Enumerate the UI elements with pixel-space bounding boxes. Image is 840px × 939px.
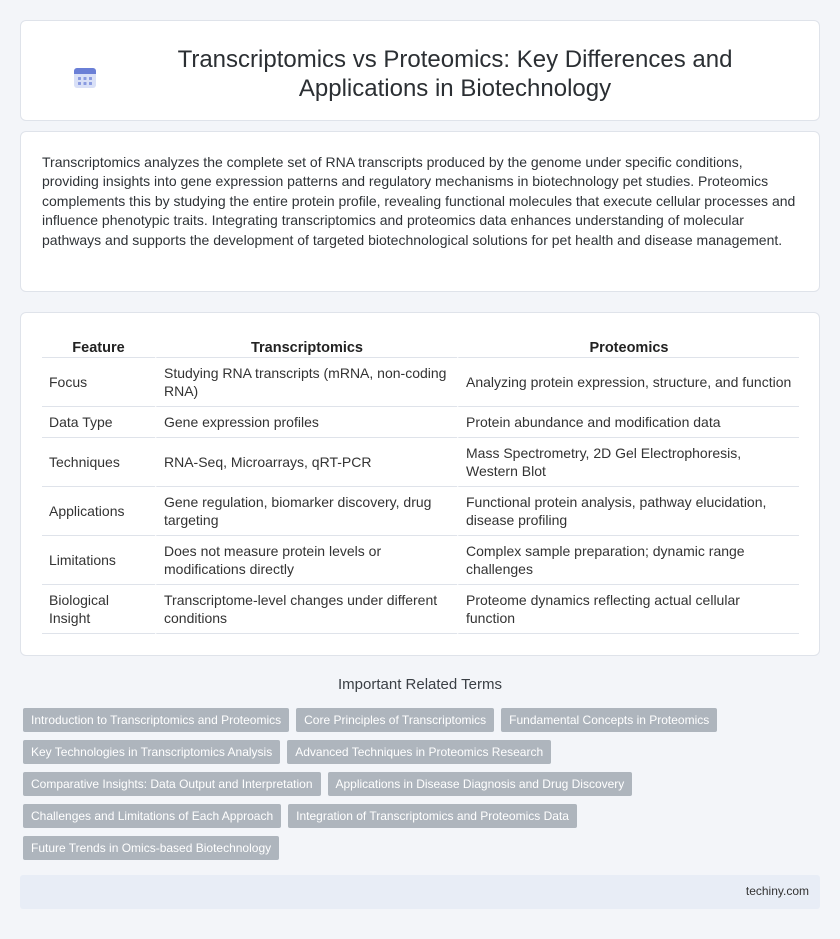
proteomics-cell: Protein abundance and modification data (457, 407, 799, 438)
proteomics-cell: Functional protein analysis, pathway elucidation, disease profiling (457, 487, 799, 536)
intro-card (20, 131, 820, 292)
transcriptomics-cell: Transcriptome-level changes under different conditions (155, 585, 457, 634)
feature-cell: Data Type (42, 407, 155, 438)
related-terms-heading: Important Related Terms (338, 676, 502, 693)
proteomics-cell: Analyzing protein expression, structure, and function (457, 358, 799, 407)
intro-paragraph: Transcriptomics analyzes the complete set of RNA transcripts produced by the genome under specific conditions, providing insights into gene expression patterns and regulatory mechanisms in biotechnology pet studies. Proteomics complements this by studying the entire protein profile, revealing functional molecules that execute cellular processes and influence phenotypic traits. Integrating transcriptomics and proteomics data enhances understanding of molecular pathways and supports the development of targeted biotechnological solutions for pet health and disease management. (42, 154, 796, 248)
table-row (42, 487, 799, 536)
transcriptomics-cell: Gene expression profiles (155, 407, 457, 438)
table-row (42, 358, 799, 407)
feature-cell: Applications (42, 487, 155, 536)
transcriptomics-cell: Gene regulation, biomarker discovery, drug targeting (155, 487, 457, 536)
feature-cell: Biological Insight (42, 585, 155, 634)
feature-cell: Limitations (42, 536, 155, 585)
related-term-tag[interactable]: Comparative Insights: Data Output and Interpretation (23, 772, 321, 796)
feature-cell: Focus (42, 358, 155, 407)
column-header-feature: Feature (42, 334, 155, 358)
tag-row (23, 836, 803, 860)
tag-row (23, 708, 803, 732)
page-title: Transcriptomics vs Proteomics: Key Differences and Applications in Biotechnology (177, 46, 733, 102)
feature-cell: Techniques (42, 438, 155, 487)
related-term-tag[interactable]: Introduction to Transcriptomics and Proteomics (23, 708, 289, 732)
proteomics-cell: Complex sample preparation; dynamic range challenges (457, 536, 799, 585)
related-term-tag[interactable]: Key Technologies in Transcriptomics Analysis (23, 740, 280, 764)
related-term-tag[interactable]: Future Trends in Omics-based Biotechnology (23, 836, 279, 860)
table-row (42, 585, 799, 634)
related-term-tag[interactable]: Advanced Techniques in Proteomics Research (287, 740, 551, 764)
proteomics-cell: Proteome dynamics reflecting actual cellular function (457, 585, 799, 634)
transcriptomics-cell: RNA-Seq, Microarrays, qRT-PCR (155, 438, 457, 487)
table-header-row (42, 334, 799, 358)
column-header-proteomics: Proteomics (457, 334, 799, 358)
related-term-tag[interactable]: Challenges and Limitations of Each Approach (23, 804, 281, 828)
table-row (42, 438, 799, 487)
transcriptomics-cell: Does not measure protein levels or modifications directly (155, 536, 457, 585)
tag-row (23, 740, 803, 764)
comparison-table (42, 334, 799, 634)
footer-site-link[interactable]: techiny.com (745, 884, 809, 898)
footer-bar (20, 875, 820, 909)
related-terms-list (23, 708, 803, 868)
related-term-tag[interactable]: Applications in Disease Diagnosis and Drug Discovery (328, 772, 633, 796)
header-card (20, 20, 820, 121)
calendar-icon (73, 66, 97, 90)
related-term-tag[interactable]: Core Principles of Transcriptomics (296, 708, 494, 732)
table-row (42, 407, 799, 438)
table-row (42, 536, 799, 585)
column-header-transcriptomics: Transcriptomics (155, 334, 457, 358)
related-term-tag[interactable]: Integration of Transcriptomics and Proteomics Data (288, 804, 577, 828)
related-term-tag[interactable]: Fundamental Concepts in Proteomics (501, 708, 717, 732)
comparison-table-card (20, 312, 820, 656)
tag-row (23, 772, 803, 796)
tag-row (23, 804, 803, 828)
transcriptomics-cell: Studying RNA transcripts (mRNA, non-coding RNA) (155, 358, 457, 407)
proteomics-cell: Mass Spectrometry, 2D Gel Electrophoresis, Western Blot (457, 438, 799, 487)
